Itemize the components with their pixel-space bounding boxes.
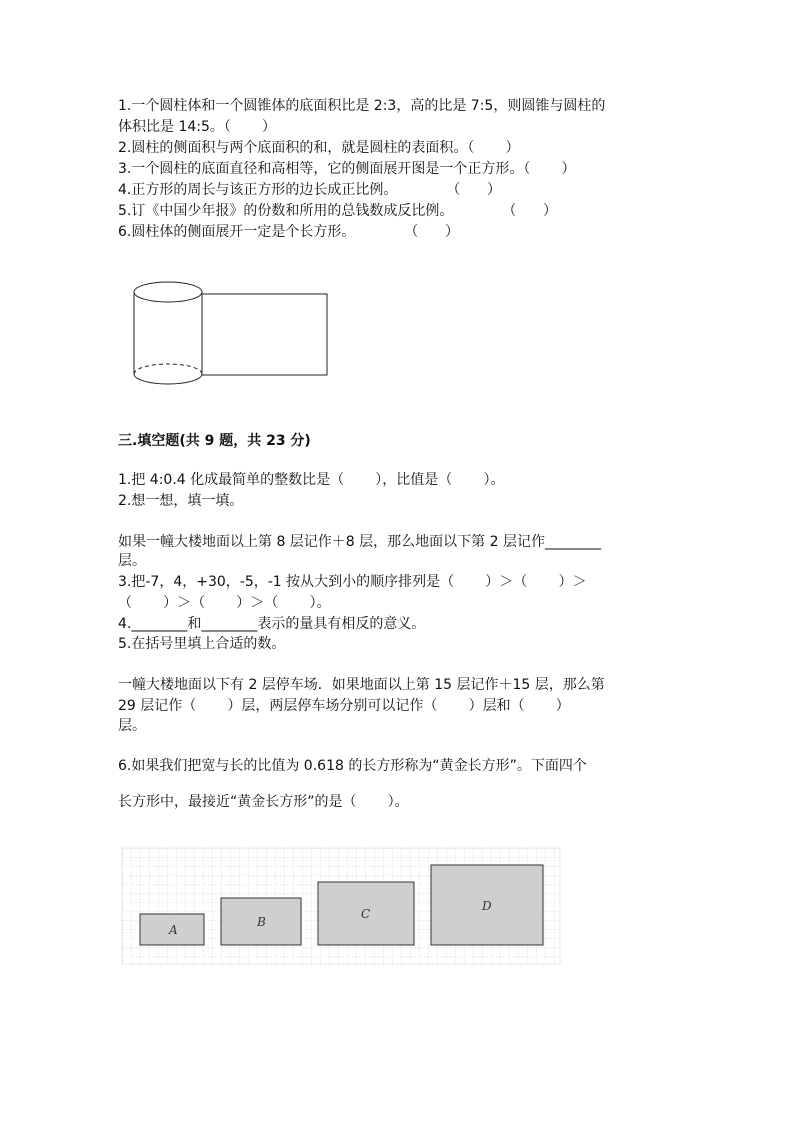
fill-6-line-1: 6.如果我们把宽与长的比值为 0.618 的长方形称为“黄金长方形”。下面四个 bbox=[118, 758, 587, 774]
fill-5-body-line-1: 一幢大楼地面以下有 2 层停车场．如果地面以上第 15 层记作＋15 层，那么第 bbox=[118, 677, 605, 693]
question-4: 4.正方形的周长与该正方形的边长成正比例。 （ ） bbox=[118, 182, 502, 198]
fill-3-line-1: 3.把-7，4，+30，-5，-1 按从大到小的顺序排列是（ ）＞（ ）＞ bbox=[118, 574, 587, 590]
fill-5: 5.在括号里填上合适的数。 bbox=[118, 636, 286, 652]
question-5: 5.订《中国少年报》的份数和所用的总钱数成反比例。 （ ） bbox=[118, 203, 558, 219]
unrolled-rectangle bbox=[202, 294, 327, 375]
cylinder-top bbox=[134, 282, 202, 302]
cylinder-bottom-back bbox=[134, 364, 202, 374]
cylinder-unfold-figure bbox=[130, 278, 330, 390]
fill-2-body-line-1: 如果一幢大楼地面以上第 8 层记作＋8 层，那么地面以下第 2 层记作________ bbox=[118, 534, 601, 550]
rectangle-c-label: C bbox=[361, 907, 371, 921]
question-2: 2.圆柱的侧面积与两个底面积的和，就是圆柱的表面积。（ ） bbox=[118, 140, 520, 156]
fill-2: 2.想一想，填一填。 bbox=[118, 493, 244, 509]
fill-6-line-2: 长方形中，最接近“黄金长方形”的是（ ）。 bbox=[118, 794, 409, 810]
question-3: 3.一个圆柱的底面直径和高相等，它的侧面展开图是一个正方形。（ ） bbox=[118, 161, 576, 177]
fill-1: 1.把 4:0.4 化成最简单的整数比是（ ），比值是（ ）。 bbox=[118, 472, 505, 488]
fill-4: 4.________和________表示的量具有相反的意义。 bbox=[118, 616, 426, 632]
rectangle-a-label: A bbox=[169, 923, 178, 937]
fill-5-body-line-3: 层。 bbox=[118, 718, 146, 734]
cylinder-bottom-front bbox=[134, 374, 202, 384]
fill-3-line-2: （ ）＞（ ）＞（ ）。 bbox=[118, 595, 331, 611]
fill-2-body-line-2: 层。 bbox=[118, 553, 146, 569]
section-heading: 三.填空题(共 9 题，共 23 分) bbox=[118, 433, 311, 449]
question-1-line-1: 1.一个圆柱体和一个圆锥体的底面积比是 2:3，高的比是 7:5，则圆锥与圆柱的 bbox=[118, 98, 606, 114]
rectangle-b-label: B bbox=[257, 915, 266, 929]
fill-5-body-line-2: 29 层记作（ ）层，两层停车场分别可以记作（ ）层和（ ） bbox=[118, 698, 570, 714]
question-1-line-2: 体积比是 14:5。（ ） bbox=[118, 119, 277, 135]
rectangle-d-label: D bbox=[482, 899, 492, 913]
question-6: 6.圆柱体的侧面展开一定是个长方形。 （ ） bbox=[118, 224, 460, 240]
golden-rectangle-figure bbox=[122, 848, 562, 966]
